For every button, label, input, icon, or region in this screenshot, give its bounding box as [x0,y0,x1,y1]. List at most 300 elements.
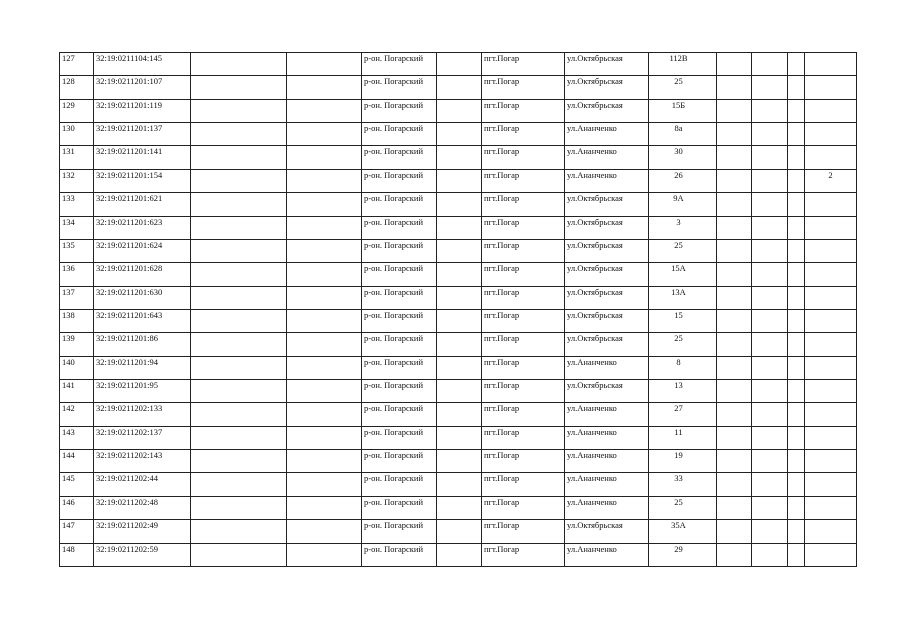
cell-district: р-он. Погарский [362,76,437,99]
cell-extra-4 [805,473,857,496]
table-row [60,333,857,356]
cell-extra-3 [788,520,805,543]
cell-district: р-он. Погарский [362,169,437,192]
cell-row-number: 144 [60,450,94,473]
cell-extra-4 [805,356,857,379]
table-row [60,403,857,426]
cell-row-number: 138 [60,309,94,332]
cell-blank-b [287,450,362,473]
cell-extra-3 [788,356,805,379]
cell-extra-1 [717,520,752,543]
cell-district: р-он. Погарский [362,216,437,239]
cell-house-number: 8а [649,123,717,146]
cell-house-number: 30 [649,146,717,169]
cell-house-number: 25 [649,239,717,262]
cell-blank-c [437,496,482,519]
cell-blank-a [191,263,287,286]
cell-blank-b [287,309,362,332]
cell-blank-c [437,286,482,309]
cell-extra-2 [752,53,788,76]
cell-blank-b [287,99,362,122]
cell-row-number: 145 [60,473,94,496]
cell-district: р-он. Погарский [362,356,437,379]
cell-extra-4 [805,123,857,146]
table-row [60,380,857,403]
table-row [60,169,857,192]
cell-house-number: 15А [649,263,717,286]
cell-extra-4 [805,333,857,356]
cell-row-number: 134 [60,216,94,239]
cell-row-number: 140 [60,356,94,379]
table-row [60,426,857,449]
cell-blank-c [437,146,482,169]
cell-extra-1 [717,216,752,239]
cell-street: ул.Октябрьская [565,239,649,262]
table-row [60,239,857,262]
cell-extra-1 [717,76,752,99]
table-row [60,450,857,473]
cell-extra-2 [752,99,788,122]
cell-row-number: 146 [60,496,94,519]
cell-extra-4 [805,543,857,566]
cell-extra-2 [752,309,788,332]
cell-extra-1 [717,496,752,519]
cell-extra-1 [717,333,752,356]
cell-district: р-он. Погарский [362,123,437,146]
cell-extra-3 [788,123,805,146]
cell-blank-c [437,380,482,403]
cell-blank-a [191,426,287,449]
cell-blank-a [191,286,287,309]
cell-extra-1 [717,263,752,286]
cell-blank-c [437,309,482,332]
cell-blank-a [191,333,287,356]
cell-street: ул.Ананченко [565,426,649,449]
cell-blank-c [437,169,482,192]
table-row [60,216,857,239]
table-row [60,356,857,379]
cell-cadastral-number: 32:19:0211201:154 [94,169,191,192]
cell-blank-a [191,380,287,403]
cell-extra-2 [752,193,788,216]
cell-street: ул.Ананченко [565,403,649,426]
cell-extra-2 [752,380,788,403]
table-row [60,473,857,496]
cell-blank-a [191,496,287,519]
cell-blank-b [287,76,362,99]
cell-blank-a [191,520,287,543]
cell-settlement: пгт.Погар [482,239,565,262]
cell-street: ул.Ананченко [565,450,649,473]
cell-extra-1 [717,146,752,169]
cell-settlement: пгт.Погар [482,543,565,566]
cell-extra-1 [717,169,752,192]
cell-house-number: 25 [649,496,717,519]
cell-blank-a [191,543,287,566]
cell-row-number: 137 [60,286,94,309]
cell-blank-c [437,333,482,356]
cell-settlement: пгт.Погар [482,380,565,403]
cell-blank-a [191,99,287,122]
cell-extra-4 [805,450,857,473]
cell-cadastral-number: 32:19:0211201:643 [94,309,191,332]
cell-settlement: пгт.Погар [482,263,565,286]
cell-house-number: 112В [649,53,717,76]
cell-blank-a [191,53,287,76]
cell-street: ул.Октябрьская [565,380,649,403]
cell-blank-a [191,239,287,262]
cell-cadastral-number: 32:19:0211201:630 [94,286,191,309]
cell-cadastral-number: 32:19:0211201:95 [94,380,191,403]
cell-district: р-он. Погарский [362,99,437,122]
cell-settlement: пгт.Погар [482,496,565,519]
cell-house-number: 27 [649,403,717,426]
cell-blank-b [287,286,362,309]
cell-extra-4 [805,99,857,122]
cell-blank-b [287,403,362,426]
cell-blank-b [287,169,362,192]
cell-extra-4 [805,426,857,449]
cell-row-number: 129 [60,99,94,122]
cell-settlement: пгт.Погар [482,123,565,146]
cell-blank-a [191,309,287,332]
cell-row-number: 143 [60,426,94,449]
cell-extra-2 [752,239,788,262]
cell-cadastral-number: 32:19:0211104:145 [94,53,191,76]
cell-street: ул.Октябрьская [565,309,649,332]
cell-extra-1 [717,473,752,496]
cell-extra-3 [788,380,805,403]
cell-extra-2 [752,496,788,519]
cell-cadastral-number: 32:19:0211201:119 [94,99,191,122]
cell-extra-3 [788,286,805,309]
cell-extra-4 [805,216,857,239]
cell-house-number: 3 [649,216,717,239]
cell-blank-b [287,216,362,239]
cell-blank-a [191,216,287,239]
cell-extra-3 [788,239,805,262]
cell-house-number: 9А [649,193,717,216]
cell-district: р-он. Погарский [362,146,437,169]
cell-blank-a [191,356,287,379]
cell-blank-c [437,239,482,262]
cell-extra-4 [805,193,857,216]
cell-settlement: пгт.Погар [482,286,565,309]
cell-extra-3 [788,426,805,449]
cell-extra-4 [805,520,857,543]
cell-extra-1 [717,239,752,262]
cell-settlement: пгт.Погар [482,450,565,473]
cell-cadastral-number: 32:19:0211202:59 [94,543,191,566]
cell-settlement: пгт.Погар [482,309,565,332]
cell-blank-c [437,543,482,566]
cell-blank-a [191,123,287,146]
cell-extra-2 [752,543,788,566]
cell-district: р-он. Погарский [362,380,437,403]
cell-extra-3 [788,309,805,332]
cell-settlement: пгт.Погар [482,146,565,169]
cell-street: ул.Ананченко [565,146,649,169]
cell-extra-3 [788,263,805,286]
cell-cadastral-number: 32:19:0211202:49 [94,520,191,543]
cell-extra-2 [752,473,788,496]
cell-extra-4 [805,403,857,426]
cell-blank-a [191,169,287,192]
cell-settlement: пгт.Погар [482,426,565,449]
table-row [60,99,857,122]
cell-extra-3 [788,146,805,169]
cell-blank-c [437,263,482,286]
cell-blank-c [437,403,482,426]
cell-settlement: пгт.Погар [482,333,565,356]
cell-blank-c [437,356,482,379]
cell-extra-1 [717,123,752,146]
cell-blank-a [191,146,287,169]
cell-house-number: 26 [649,169,717,192]
cell-row-number: 136 [60,263,94,286]
cell-street: ул.Ананченко [565,543,649,566]
cell-settlement: пгт.Погар [482,193,565,216]
cell-blank-b [287,473,362,496]
cell-row-number: 139 [60,333,94,356]
cell-cadastral-number: 32:19:0211202:137 [94,426,191,449]
cell-cadastral-number: 32:19:0211201:107 [94,76,191,99]
cell-row-number: 148 [60,543,94,566]
cell-street: ул.Ананченко [565,356,649,379]
cell-row-number: 127 [60,53,94,76]
cell-extra-1 [717,403,752,426]
cell-extra-4: 2 [805,169,857,192]
cell-blank-c [437,53,482,76]
cell-extra-4 [805,76,857,99]
cell-extra-2 [752,426,788,449]
cell-settlement: пгт.Погар [482,216,565,239]
cell-district: р-он. Погарский [362,263,437,286]
cell-blank-b [287,356,362,379]
cell-cadastral-number: 32:19:0211201:141 [94,146,191,169]
table-row [60,146,857,169]
cell-blank-b [287,193,362,216]
cell-extra-1 [717,99,752,122]
cell-blank-c [437,216,482,239]
cell-settlement: пгт.Погар [482,99,565,122]
cell-row-number: 142 [60,403,94,426]
cell-house-number: 35А [649,520,717,543]
cell-street: ул.Ананченко [565,123,649,146]
cell-extra-4 [805,263,857,286]
table-row [60,53,857,76]
cell-house-number: 25 [649,333,717,356]
cell-district: р-он. Погарский [362,426,437,449]
table-row [60,286,857,309]
table-row [60,543,857,566]
cell-extra-4 [805,496,857,519]
cell-district: р-он. Погарский [362,520,437,543]
cell-row-number: 130 [60,123,94,146]
cell-row-number: 128 [60,76,94,99]
cell-blank-b [287,239,362,262]
cell-extra-4 [805,309,857,332]
table-row [60,496,857,519]
cell-house-number: 33 [649,473,717,496]
cell-district: р-он. Погарский [362,543,437,566]
cell-blank-b [287,520,362,543]
cell-blank-c [437,193,482,216]
cell-house-number: 19 [649,450,717,473]
cell-blank-c [437,450,482,473]
cell-settlement: пгт.Погар [482,169,565,192]
cell-street: ул.Октябрьская [565,193,649,216]
cell-extra-1 [717,426,752,449]
cell-street: ул.Октябрьская [565,216,649,239]
cell-blank-c [437,426,482,449]
cell-street: ул.Октябрьская [565,53,649,76]
cell-district: р-он. Погарский [362,286,437,309]
cell-blank-b [287,543,362,566]
cell-blank-b [287,53,362,76]
cell-cadastral-number: 32:19:0211201:137 [94,123,191,146]
cell-blank-a [191,193,287,216]
cell-extra-1 [717,309,752,332]
cell-blank-c [437,76,482,99]
cell-blank-b [287,123,362,146]
cell-blank-b [287,380,362,403]
cell-extra-2 [752,333,788,356]
table-row [60,76,857,99]
cell-extra-1 [717,543,752,566]
cell-row-number: 147 [60,520,94,543]
cell-house-number: 29 [649,543,717,566]
cell-extra-2 [752,123,788,146]
cell-extra-2 [752,356,788,379]
cell-row-number: 133 [60,193,94,216]
cell-street: ул.Октябрьская [565,263,649,286]
cell-extra-2 [752,216,788,239]
cell-extra-3 [788,169,805,192]
cell-cadastral-number: 32:19:0211201:624 [94,239,191,262]
cell-house-number: 13А [649,286,717,309]
cell-extra-3 [788,99,805,122]
table-row [60,263,857,286]
cell-blank-a [191,76,287,99]
cell-house-number: 25 [649,76,717,99]
cell-street: ул.Ананченко [565,496,649,519]
cell-blank-b [287,426,362,449]
cell-blank-a [191,403,287,426]
cell-cadastral-number: 32:19:0211201:86 [94,333,191,356]
cell-row-number: 131 [60,146,94,169]
cell-cadastral-number: 32:19:0211202:133 [94,403,191,426]
cell-extra-3 [788,193,805,216]
cell-district: р-он. Погарский [362,450,437,473]
cell-street: ул.Октябрьская [565,99,649,122]
cell-extra-4 [805,380,857,403]
cell-extra-3 [788,216,805,239]
cell-extra-2 [752,146,788,169]
cell-house-number: 15Б [649,99,717,122]
cell-street: ул.Октябрьская [565,286,649,309]
cell-extra-3 [788,473,805,496]
cell-district: р-он. Погарский [362,53,437,76]
cell-blank-b [287,263,362,286]
cell-blank-a [191,450,287,473]
cell-settlement: пгт.Погар [482,520,565,543]
cell-extra-4 [805,239,857,262]
cell-blank-c [437,123,482,146]
cell-extra-3 [788,543,805,566]
cell-extra-4 [805,53,857,76]
table-row [60,193,857,216]
cell-extra-3 [788,496,805,519]
cell-extra-2 [752,520,788,543]
cell-extra-1 [717,193,752,216]
cell-street: ул.Ананченко [565,169,649,192]
cell-street: ул.Октябрьская [565,520,649,543]
cell-street: ул.Ананченко [565,473,649,496]
cell-extra-3 [788,76,805,99]
cell-extra-3 [788,403,805,426]
cell-extra-1 [717,356,752,379]
cell-district: р-он. Погарский [362,333,437,356]
cell-settlement: пгт.Погар [482,403,565,426]
cell-blank-c [437,99,482,122]
cell-district: р-он. Погарский [362,473,437,496]
cell-row-number: 135 [60,239,94,262]
cell-district: р-он. Погарский [362,239,437,262]
cell-house-number: 15 [649,309,717,332]
cell-extra-1 [717,450,752,473]
table-row [60,123,857,146]
cell-district: р-он. Погарский [362,309,437,332]
cell-blank-b [287,146,362,169]
cell-row-number: 141 [60,380,94,403]
cell-extra-1 [717,286,752,309]
cell-extra-1 [717,53,752,76]
cell-extra-3 [788,450,805,473]
cell-settlement: пгт.Погар [482,473,565,496]
cell-cadastral-number: 32:19:0211201:94 [94,356,191,379]
cell-district: р-он. Погарский [362,403,437,426]
cell-row-number: 132 [60,169,94,192]
cell-blank-b [287,333,362,356]
cell-settlement: пгт.Погар [482,356,565,379]
table-row [60,309,857,332]
cell-extra-2 [752,450,788,473]
cell-extra-3 [788,53,805,76]
table-body [60,53,857,567]
cell-cadastral-number: 32:19:0211202:143 [94,450,191,473]
cell-settlement: пгт.Погар [482,53,565,76]
cell-district: р-он. Погарский [362,496,437,519]
cell-extra-3 [788,333,805,356]
cell-settlement: пгт.Погар [482,76,565,99]
cell-house-number: 13 [649,380,717,403]
cell-extra-4 [805,146,857,169]
cell-cadastral-number: 32:19:0211201:623 [94,216,191,239]
cell-blank-a [191,473,287,496]
cell-street: ул.Октябрьская [565,333,649,356]
cell-cadastral-number: 32:19:0211201:621 [94,193,191,216]
cell-house-number: 8 [649,356,717,379]
cell-cadastral-number: 32:19:0211201:628 [94,263,191,286]
cell-street: ул.Октябрьская [565,76,649,99]
cell-house-number: 11 [649,426,717,449]
cell-cadastral-number: 32:19:0211202:44 [94,473,191,496]
cell-extra-2 [752,76,788,99]
cell-extra-1 [717,380,752,403]
cell-extra-2 [752,169,788,192]
cell-extra-2 [752,403,788,426]
